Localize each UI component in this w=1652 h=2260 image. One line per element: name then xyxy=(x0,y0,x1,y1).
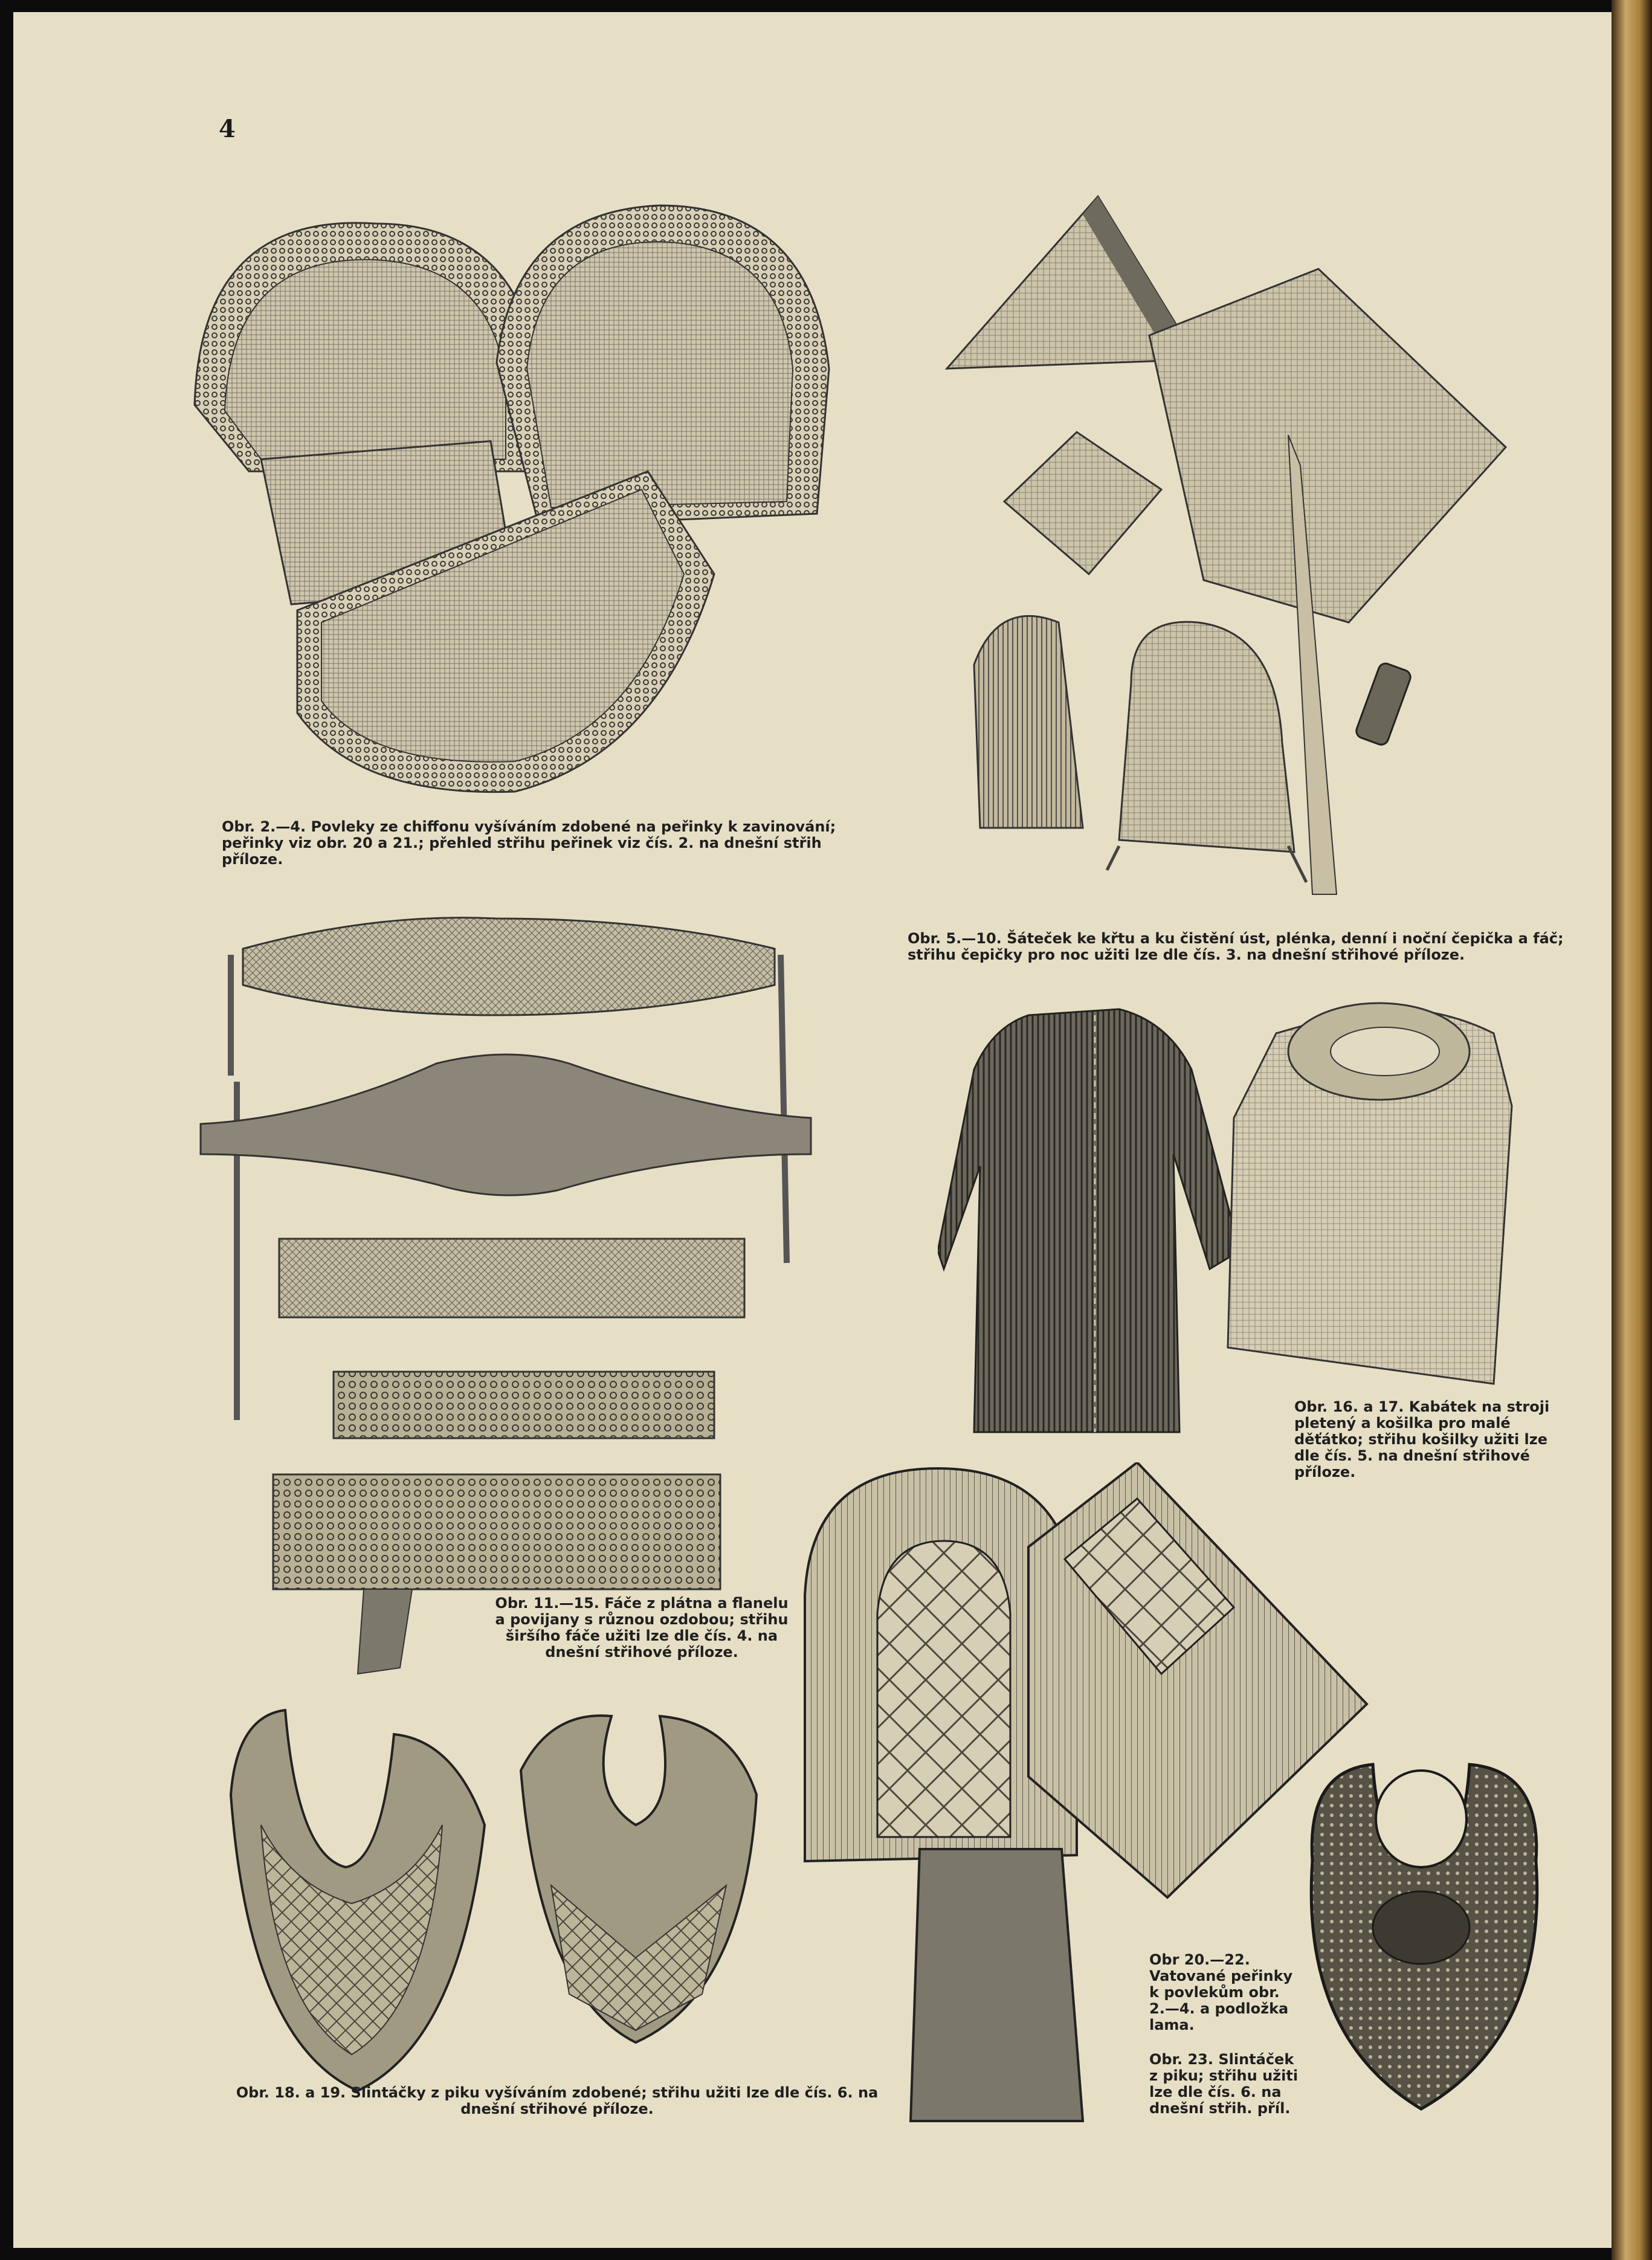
caption-padded-quilts: Obr 20.—22. Vatované peřinky k povlekům obr. 2.—4. a podložka lama. xyxy=(1149,1951,1293,2033)
page-number: 4 xyxy=(219,115,236,143)
figure-single-bib xyxy=(1288,1752,1554,2115)
caption-bibs-pair: Obr. 18. a 19. Slintáčky z piku vyšíváním zdobené; střihu užiti lze dle čís. 6. na dnešní střihové příloze. xyxy=(236,2084,879,2117)
book-spine xyxy=(1612,0,1652,2260)
caption-single-bib: Obr. 23. Slintáček z piku; střihu užiti lze dle čís. 6. na dnešní střih. příl. xyxy=(1149,2051,1299,2117)
magazine-page xyxy=(13,12,1612,2248)
caption-swaddling-bands: Obr. 11.—15. Fáče z plátna a flanelu a povijany s různou ozdobou; střihu širšího fáče užiti lze dle čís. 4. na dnešní střihové příloze. xyxy=(495,1595,789,1661)
figure-bibs-pair xyxy=(201,1704,769,2097)
figure-swaddling-bands xyxy=(195,900,823,1680)
figure-pillow-covers xyxy=(176,187,835,816)
figure-christening-set xyxy=(938,187,1530,919)
figure-jacket-and-shirt xyxy=(938,997,1554,1444)
caption-jacket-and-shirt: Obr. 16. a 17. Kabátek na stroji pletený a košilka pro malé děťátko; střihu košilky užiti lze dle čís. 5. na dnešní střihové příloze. xyxy=(1294,1398,1550,1480)
caption-pillow-covers: Obr. 2.—4. Povleky ze chiffonu vyšíváním zdobené na peřinky k zavinování; peřinky viz obr. 20 a 21.; přehled střihu peřinek viz čís. 2. na dnešní střih příloze. xyxy=(222,818,836,868)
caption-christening-set: Obr. 5.—10. Šáteček ke křtu a ku čistění úst, plénka, denní i noční čepička a fáč; střihu čepičky pro noc užiti lze dle čís. 3. na dnešní střihové příloze. xyxy=(908,930,1564,963)
